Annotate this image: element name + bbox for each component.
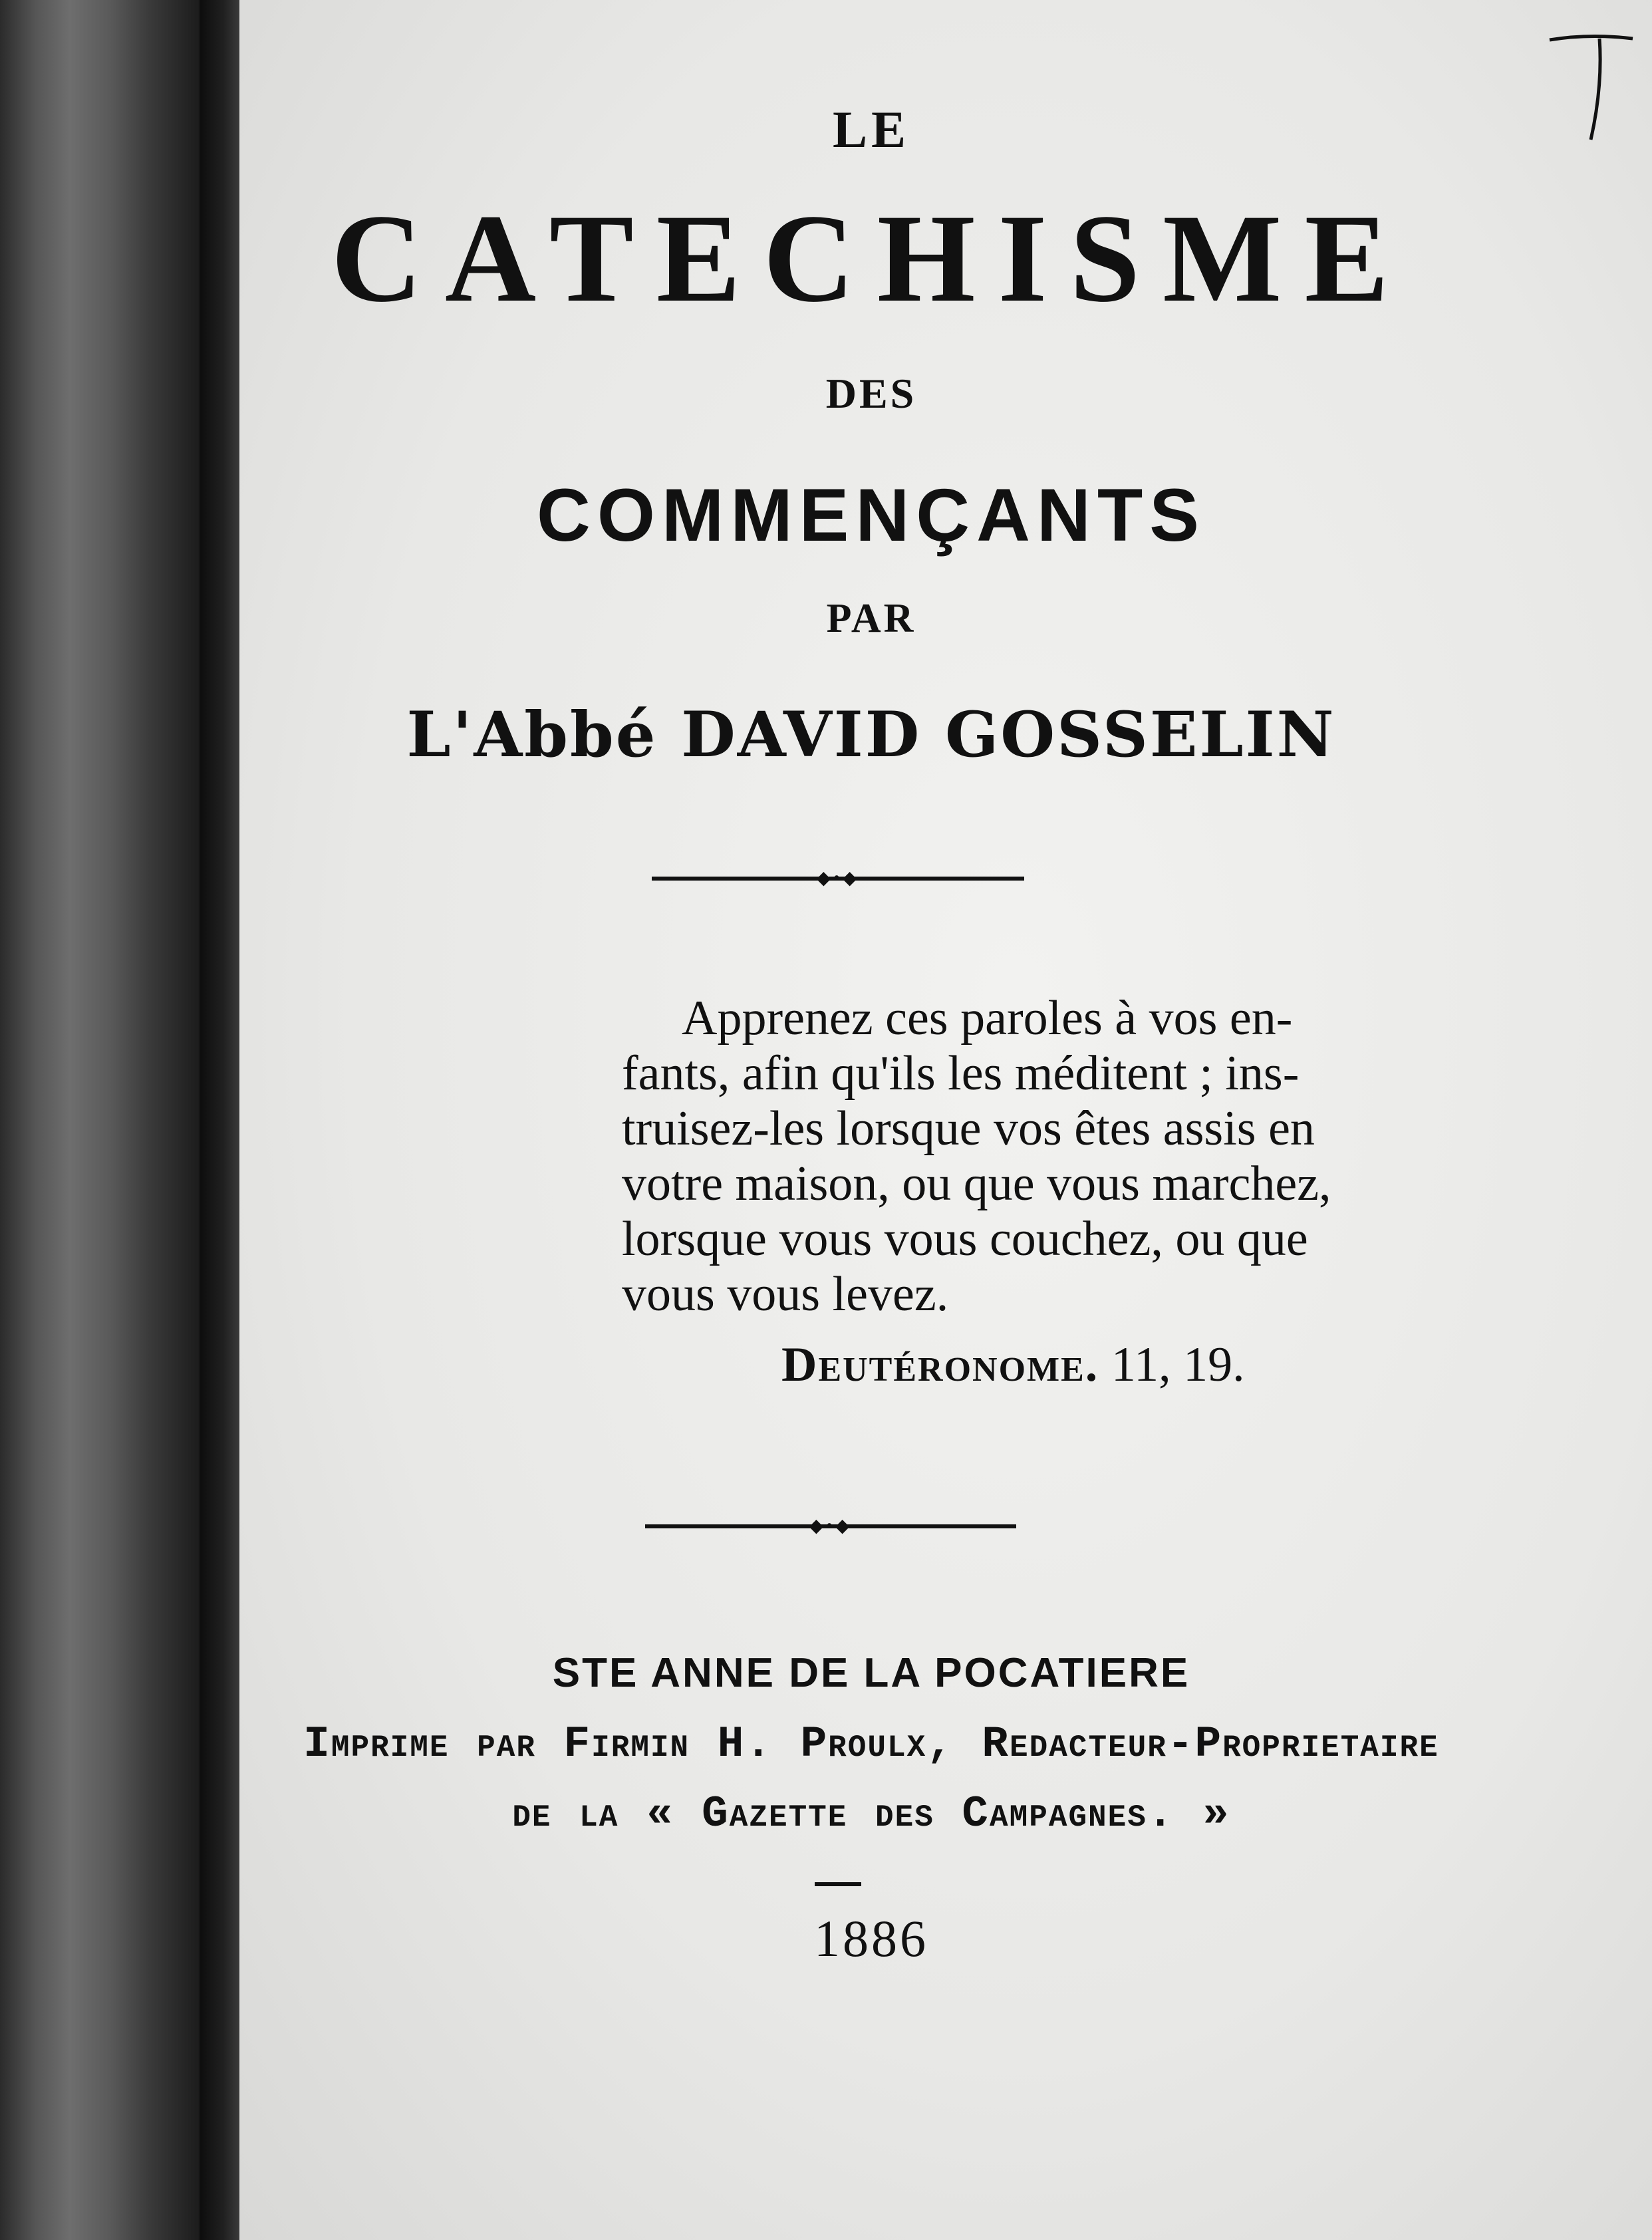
ornamental-rule-bottom xyxy=(645,1516,1016,1536)
by-label: PAR xyxy=(826,596,916,641)
title-des: DES xyxy=(825,370,917,417)
short-rule xyxy=(815,1882,861,1886)
epigraph-reference xyxy=(781,1337,1245,1393)
binding-edge xyxy=(200,0,239,2240)
reference-book: Deutéronome. xyxy=(781,1337,1099,1392)
subtitle: COMMENÇANTS xyxy=(537,474,1206,557)
author-name: L'Abbé DAVID GOSSELIN xyxy=(406,698,1336,771)
title-article: LE xyxy=(832,100,910,158)
main-title: CATECHISME xyxy=(331,189,1412,329)
ornamental-rule-top xyxy=(652,868,1024,889)
rule-ornament-icon: ◆•◆ xyxy=(816,868,860,889)
reference-verse: 11, 19. xyxy=(1111,1337,1245,1392)
handwritten-mark xyxy=(1543,13,1636,146)
title-page xyxy=(239,0,1652,2240)
epigraph-line: truisez-les lorsque vos êtes assis en xyxy=(622,1101,1315,1156)
epigraph-line: lorsque vous vous couchez, ou que xyxy=(622,1212,1308,1266)
epigraph-line: vous vous levez. xyxy=(622,1267,949,1322)
imprint-gazette: de la « Gazette des Campagnes. » xyxy=(512,1789,1230,1839)
epigraph-line: Apprenez ces paroles à vos en- xyxy=(682,991,1293,1046)
epigraph xyxy=(622,991,1331,1322)
imprint-year: 1886 xyxy=(814,1909,928,1967)
imprint-place: STE ANNE DE LA POCATIERE xyxy=(552,1650,1190,1696)
book-binding xyxy=(0,0,200,2240)
rule-ornament-icon: ◆•◆ xyxy=(809,1516,853,1536)
epigraph-line: votre maison, ou que vous marchez, xyxy=(622,1157,1331,1211)
epigraph-line: fants, afin qu'ils les méditent ; ins- xyxy=(622,1046,1300,1101)
imprint-printer: Imprime par Firmin H. Proulx, Redacteur-Proprietaire xyxy=(303,1719,1439,1769)
